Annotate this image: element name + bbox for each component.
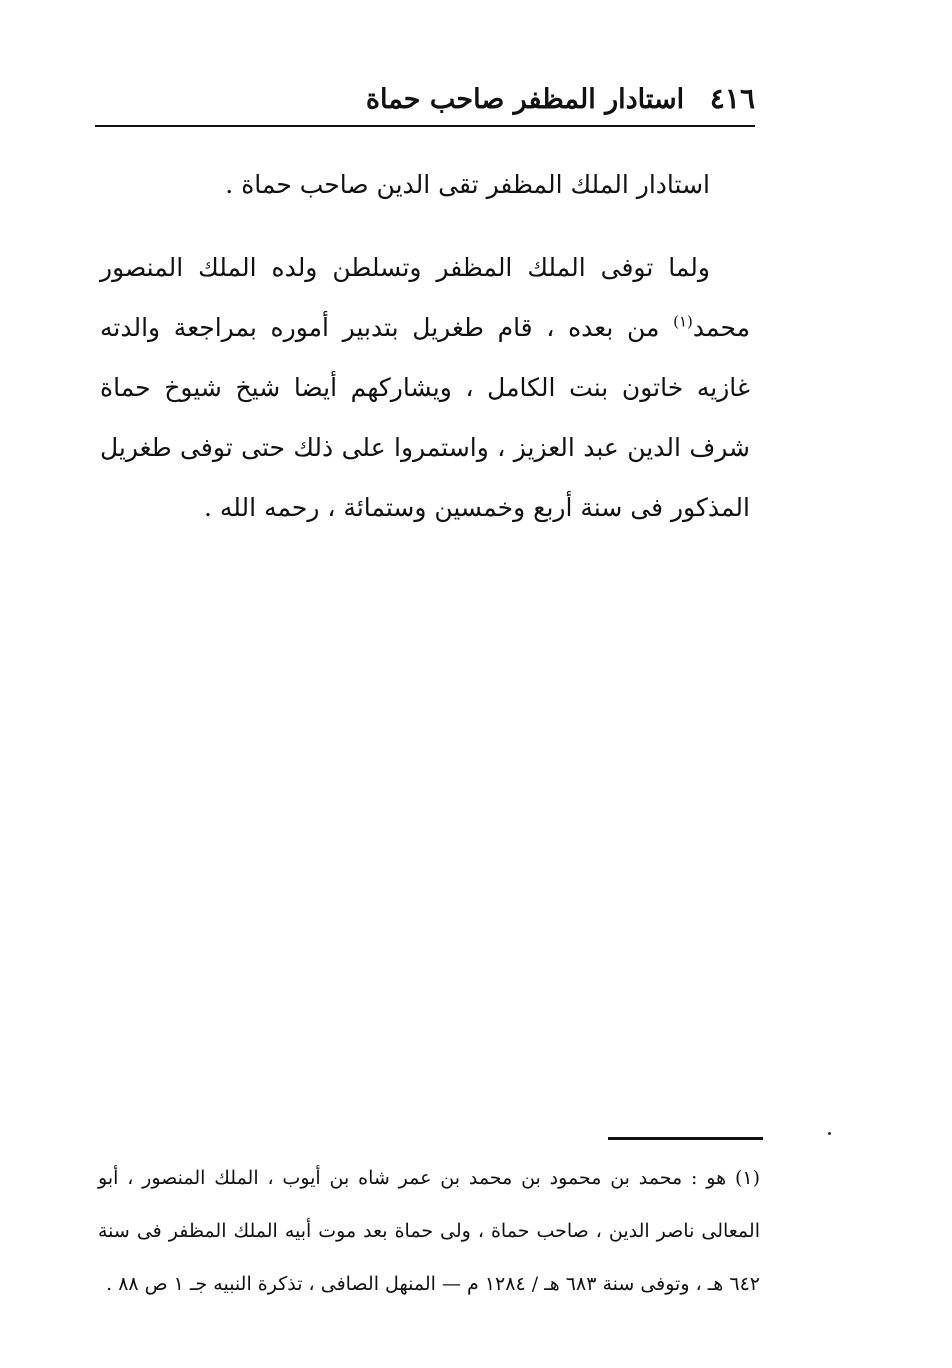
page-header xyxy=(95,70,755,128)
main-paragraph xyxy=(100,238,750,538)
page-number: ٤١٦ xyxy=(709,82,755,115)
header-rule xyxy=(95,125,755,127)
main-text xyxy=(100,160,750,538)
footnote-separator xyxy=(608,1137,763,1140)
running-title: استادار المظفر صاحب حماة xyxy=(365,84,685,115)
section-title: استادار الملك المظفر تقى الدين صاحب حماة . xyxy=(225,170,710,199)
printer-dot-mark xyxy=(828,1132,831,1135)
footnote-1: (١) هو : محمد بن محمود بن محمد بن عمر شاه بن أيوب ، الملك المنصور ، أبو المعالى ناصر الدين ، صاحب حماة ، ولى حماة بعد موت أبيه الملك المظفر فى سنة ٦٤٢ هـ ، وتوفى سنة ٦٨٣ هـ / ١٢٨٤ م — المنهل الصافى ، تذكرة النبيه جـ ١ ص ٨٨ . xyxy=(98,1167,760,1295)
paragraph-text-start: ولما توفى الملك المظفر وتسلطن ولده الملك المنصور محمد xyxy=(100,253,750,342)
footnote-section xyxy=(98,1152,760,1311)
paragraph-text-end: من بعده ، قام طغريل بتدبير أموره بمراجعة والدته غازيه خاتون بنت الكامل ، ويشاركهم أيضا شيخ شيوخ حماة شرف الدين عبد العزيز ، واستمروا على ذلك حتى توفى طغريل المذكور فى سنة أربع وخمسين وستمائة ، رحمه الله . xyxy=(100,313,750,522)
footnote-reference: (١) xyxy=(673,312,693,331)
